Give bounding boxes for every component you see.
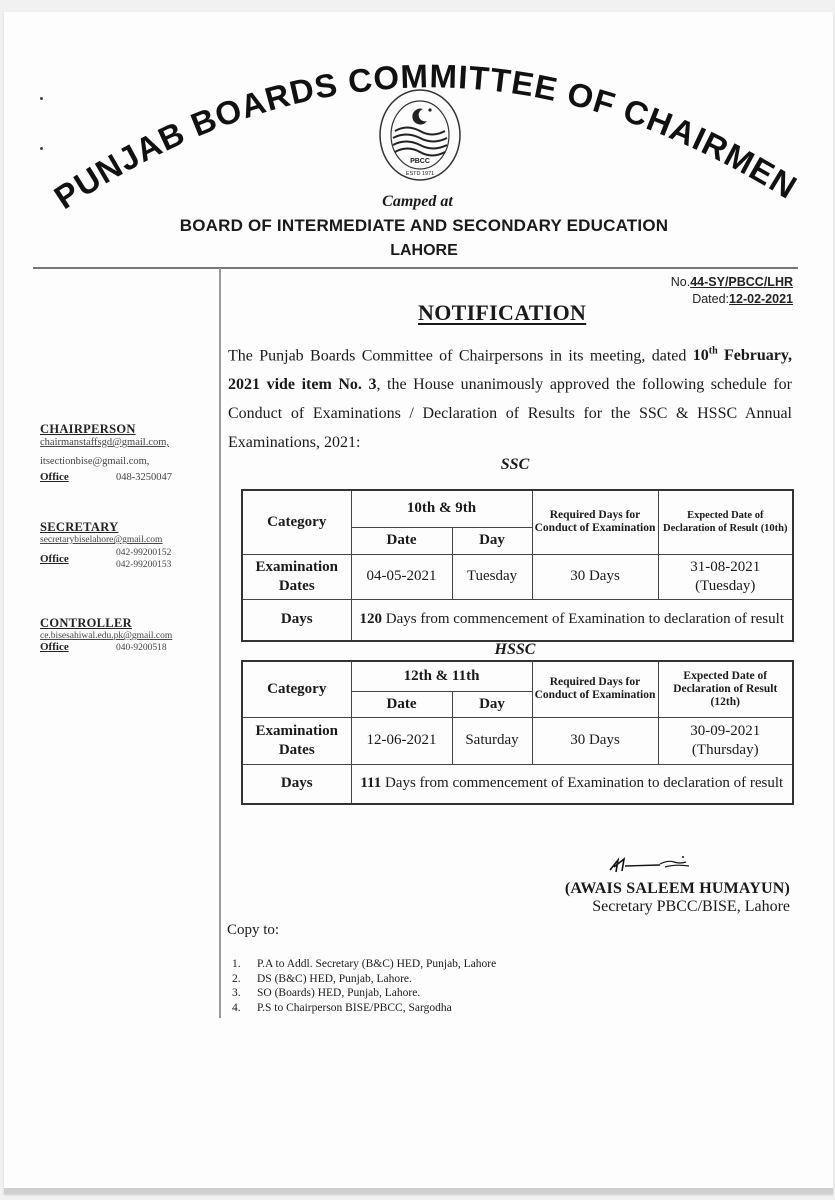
city-name: LAHORE (390, 242, 458, 259)
list-item: 4. P.S to Chairperson BISE/PBCC, Sargodha (232, 1001, 452, 1014)
exam-date: 12-06-2021 (351, 717, 452, 764)
office-label: Office (40, 471, 69, 483)
reference-date: Dated:12-02-2021 (692, 292, 793, 306)
row-label: Days (242, 764, 351, 804)
header-category: Category (242, 490, 351, 554)
signatory-block (565, 880, 790, 916)
table-row (242, 554, 793, 599)
header-divider (33, 267, 798, 269)
pbcc-logo-icon (375, 85, 465, 185)
reference-block (671, 274, 793, 308)
exam-day: Tuesday (452, 554, 532, 599)
header-class-group: 12th & 11th (351, 661, 532, 691)
table-row (242, 599, 793, 641)
office-label: Office (40, 553, 69, 565)
list-item: 1. P.A to Addl. Secretary (B&C) HED, Punjab, Lahore (232, 958, 497, 970)
expected-result-date: 31-08-2021 (Tuesday) (658, 554, 793, 599)
signatory-name: (AWAIS SALEEM HUMAYUN) (564, 880, 790, 897)
row-label: Days (242, 599, 351, 641)
header-expected-date: Expected Date of Declaration of Result (10th) (658, 490, 793, 554)
hssc-schedule-table (241, 660, 794, 805)
header-date: Date (351, 691, 452, 717)
table-row (242, 717, 793, 764)
days-summary: 120 Days from commencement of Examination to declaration of result (351, 599, 793, 641)
contact-phone: 042-99200152 (116, 548, 172, 558)
reference-number: No.44-SY/PBCC/LHR (670, 275, 793, 289)
section-hssc-label: HSSC (494, 641, 536, 658)
signature-icon (605, 852, 705, 876)
contact-email[interactable]: chairmanstaffsgd@gmail.com, (40, 437, 170, 448)
contact-role: SECRETARY (40, 520, 119, 534)
header-required-days: Required Days for Conduct of Examination (532, 490, 658, 554)
contact-phone: 048-3250047 (116, 472, 172, 483)
contact-chairperson (40, 422, 172, 483)
margin-dot (40, 97, 43, 100)
ssc-schedule-table (241, 489, 794, 642)
page-edge (4, 1188, 833, 1194)
camped-at-label: Camped at (382, 193, 453, 210)
copy-to-list (232, 957, 496, 1015)
board-name: BOARD OF INTERMEDIATE AND SECONDARY EDUCATION (179, 216, 669, 235)
contact-email[interactable]: secretarybiselahore@gmail.com (40, 535, 163, 545)
required-days: 30 Days (532, 554, 658, 599)
contact-role: CONTROLLER (40, 616, 132, 630)
header-expected-date: Expected Date of Declaration of Result (12th) (658, 661, 793, 717)
contact-controller (40, 616, 172, 653)
header-day: Day (452, 527, 532, 554)
header-class-group: 10th & 9th (351, 490, 532, 527)
exam-day: Saturday (452, 717, 532, 764)
header-required-days: Required Days for Conduct of Examination (532, 661, 658, 717)
sidebar-divider (219, 268, 221, 1018)
notification-title: NOTIFICATION (418, 300, 587, 325)
exam-date: 04-05-2021 (351, 554, 452, 599)
row-label: Examination Dates (242, 554, 351, 599)
header-day: Day (452, 691, 532, 717)
table-row (242, 764, 793, 804)
expected-result-date: 30-09-2021 (Thursday) (658, 717, 793, 764)
contact-role: CHAIRPERSON (40, 422, 136, 436)
contact-secretary (40, 520, 171, 571)
notification-intro: The Punjab Boards Committee of Chairpersons in its meeting, dated 10th February, 2021 vide item No. 3, the House unanimously approved the following schedule for Conduct of Examinations / Declaration of Results for the SSC & HSSC Annual Examinations, 2021: (228, 346, 793, 452)
svg-text:ESTD 1971: ESTD 1971 (405, 171, 435, 177)
office-label: Office (40, 641, 69, 653)
list-item: 2. DS (B&C) HED, Punjab, Lahore. (232, 972, 412, 985)
contact-phone: 040-9200518 (116, 643, 167, 653)
header-category: Category (242, 661, 351, 717)
signatory-designation: Secretary PBCC/BISE, Lahore (592, 898, 790, 915)
contact-email[interactable]: itsectionbise@gmail.com, (40, 456, 150, 467)
copy-to-label: Copy to: (227, 922, 280, 938)
required-days: 30 Days (532, 717, 658, 764)
list-item: 3. SO (Boards) HED, Punjab, Lahore. (232, 987, 421, 999)
contact-phone: 042-99200153 (116, 560, 172, 570)
header-date: Date (351, 527, 452, 554)
arched-title-text: PUNJAB BOARDS COMMITTEE OF CHAIRMEN (47, 57, 804, 217)
contact-email[interactable]: ce.bisesahiwal.edu.pk@gmail.com (40, 631, 173, 641)
svg-text:PBCC: PBCC (410, 158, 430, 165)
section-ssc-label: SSC (500, 456, 530, 473)
row-label: Examination Dates (242, 717, 351, 764)
margin-dot (40, 147, 43, 150)
days-summary: 111 Days from commencement of Examination to declaration of result (351, 764, 793, 804)
